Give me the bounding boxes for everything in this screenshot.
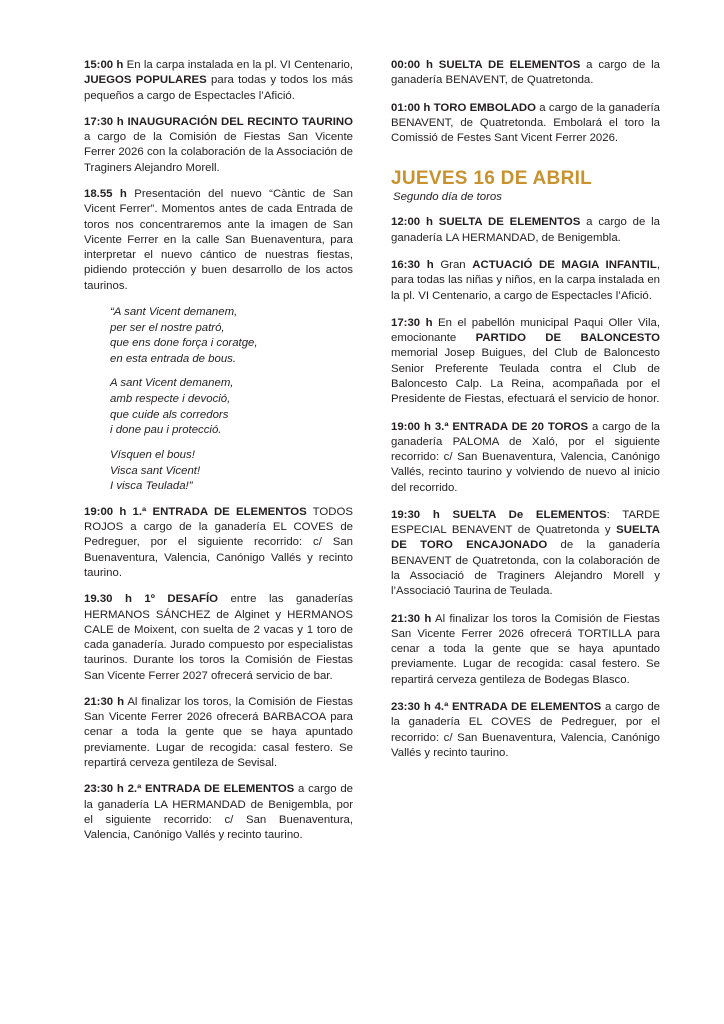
schedule-entry: [84, 782, 353, 843]
verse-line: “A sant Vicent demanem,: [110, 305, 238, 318]
verse-line: amb respecte i devoció,: [110, 393, 231, 406]
day-subheading: Segundo día de toros: [393, 191, 502, 204]
entry-highlight: SUELTA DE ELEMENTOS: [432, 216, 581, 229]
schedule-entry: [391, 58, 660, 89]
schedule-entry: [84, 115, 353, 176]
schedule-entry: [391, 612, 660, 688]
left-column: [84, 58, 353, 994]
entry-highlight: PARTIDO DE BALONCESTO: [475, 332, 660, 345]
verse-line: A sant Vicent demanem,: [110, 377, 234, 390]
entry-highlight: TORO EMBOLADO: [430, 101, 537, 114]
entry-highlight: SUELTA De ELEMENTOS: [439, 508, 607, 521]
entry-text-mid: : TARDE ESPECIAL BENAVENT de Quatretonda y: [391, 508, 660, 537]
entry-time: 21:30 h: [84, 695, 125, 708]
entry-text-before: Gran: [433, 258, 473, 271]
entry-time: 18.55 h: [84, 187, 127, 200]
entry-time: 16:30 h: [391, 258, 434, 271]
verse-line: per ser el nostre patró,: [110, 321, 225, 334]
schedule-entry: [84, 505, 353, 581]
schedule-entry: [391, 316, 660, 408]
cantic-verse: [110, 305, 353, 495]
entry-text: a cargo de la ganadería PALOMA de Xaló, por el siguiente recorrido: c/ San Buenaventura, Valencia, Canónigo Vallés, recinto taurino y volviendo de nuevo al inicio del recorrido.: [391, 420, 660, 494]
entry-text: a cargo de la ganadería LA HERMANDAD de Benigembla, por el siguiente recorrido: c/ San Buenaventura, Valencia, Canónigo Vallés y recinto taurino.: [84, 783, 353, 842]
entry-text: a cargo de la ganadería LA HERMANDAD, de Benigembla.: [391, 216, 660, 244]
verse-stanza: [110, 305, 353, 368]
verse-line: que cuide als corredors: [110, 408, 229, 421]
entry-time: 19:30 h: [391, 508, 440, 521]
entry-text: Al finalizar los toros la Comisión de Fiestas San Vicente Ferrer 2026 ofrecerá TORTILLA para cenar a toda la gente que se haya apuntado previamente. Lugar de recogida: casal festero. Se repartirá cerveza gentileza de Bodegas Blasco.: [391, 612, 660, 686]
entry-time: 17:30 h: [391, 316, 433, 329]
entry-time: 19:00 h: [84, 505, 127, 518]
two-column-layout: [84, 58, 680, 994]
entry-highlight: 3.ª ENTRADA DE 20 TOROS: [430, 420, 589, 433]
verse-line: i done pau i protecció.: [110, 424, 222, 437]
entry-time: 23:30 h: [84, 783, 124, 796]
day-heading: JUEVES 16 DE ABRIL: [391, 168, 593, 190]
schedule-entry: [391, 420, 660, 496]
schedule-entry: [84, 592, 353, 684]
verse-line: I visca Teulada!”: [110, 480, 193, 493]
entry-time: 00:00 h: [391, 59, 433, 71]
schedule-entry: [84, 58, 353, 104]
schedule-entry: [84, 695, 353, 771]
entry-highlight: ACTUACIÓ DE MAGIA INFANTIL: [472, 258, 657, 271]
schedule-entry: [391, 101, 660, 147]
entry-time: 21:30 h: [391, 612, 432, 625]
entry-time: 23:30 h: [391, 701, 431, 713]
schedule-entry: [391, 215, 660, 246]
entry-text-before: En la carpa instalada en la pl. VI Centenario,: [123, 59, 353, 71]
entry-text: a cargo de la ganadería EL COVES de Pedreguer, por el recorrido: c/ San Buenaventura, Valencia, Canónigo Vallés y recinto taurino.: [391, 701, 660, 759]
entry-text-before: En el pabellón municipal Paqui Oller Vila, emocionante: [391, 316, 660, 345]
verse-line: Vísquen el bous!: [110, 448, 195, 461]
verse-line: Visca sant Vicent!: [110, 464, 201, 477]
entry-highlight: SUELTA DE ELEMENTOS: [432, 59, 581, 71]
entry-text: de la ganadería BENAVENT de Quatretonda, con la colaboración de la Associació de Traginers Alejandro Morell y l’Associació Taurina de Teulada.: [391, 539, 660, 598]
entry-text: a cargo de la Comisión de Fiestas San Vicente Ferrer 2026 con la colaboración de la Associación de Traginers Alejandro Morell.: [84, 131, 353, 174]
entry-text: entre las ganaderías HERMANOS SÁNCHEZ de Alginet y HERMANOS CALE de Moixent, con suelta de 2 vacas y 1 toro de cada ganadería. Jurado compuesto por especialistas taurinos. Durante los toros la Comisión de Fiestas San Vicente Ferrer 2027 ofrecerá servicio de bar.: [84, 593, 353, 682]
entry-text: para todas y todos los más pequeños a cargo de Espectacles l’Afició.: [84, 74, 353, 102]
entry-highlight: INAUGURACIÓN DEL RECINTO TAURINO: [123, 115, 353, 128]
entry-highlight: 1.ª ENTRADA DE ELEMENTOS: [126, 505, 307, 518]
schedule-entry: [84, 187, 353, 294]
entry-time: 12:00 h: [391, 216, 433, 229]
entry-text: TODOS ROJOS a cargo de la ganadería EL COVES de Pedreguer, por el siguiente recorrido: c/ San Buenaventura, Valencia, Canónigo Vallés y recinto taurino.: [84, 505, 353, 579]
entry-highlight: 1º DESAFÍO: [131, 593, 219, 606]
verse-stanza: [110, 448, 353, 495]
entry-time: 19.30 h: [84, 593, 132, 606]
entry-highlight: 2.ª ENTRADA DE ELEMENTOS: [123, 783, 295, 796]
entry-text: Al finalizar los toros, la Comisión de Fiestas San Vicente Ferrer 2026 ofrecerá BARBACOA para cenar a toda la gente que se haya apuntado previamente. Lugar de recogida: casal festero. Se repartirá cerveza gentileza de Sevisal.: [84, 695, 353, 770]
entry-highlight: JUEGOS POPULARES: [84, 74, 207, 87]
schedule-entry: [391, 508, 660, 600]
entry-text: , para todas las niñas y niños, en la carpa instalada en la pl. VI Centenario, a cargo de Espectacles l’Afició.: [391, 258, 660, 302]
schedule-entry: [391, 700, 660, 761]
schedule-entry: [391, 258, 660, 304]
entry-highlight: 4.ª ENTRADA DE ELEMENTOS: [430, 701, 602, 713]
entry-time: 19:00 h: [391, 420, 431, 433]
entry-text: a cargo de la ganadería BENAVENT, de Quatretonda.: [391, 59, 660, 87]
right-column: [391, 58, 660, 994]
verse-stanza: [110, 376, 353, 439]
entry-time: 01:00 h: [391, 101, 431, 114]
entry-text: Presentación del nuevo “Càntic de San Vicent Ferrer”. Momentos antes de cada Entrada de toros nos concentraremos ante la imagen de San Vicente Ferrer en la calle San Buenaventura, para interpretar el nuevo cántico de nuestras fiestas, pidiendo protección y buen desarrollo de los actos taurinos.: [84, 187, 353, 292]
entry-text: memorial Josep Buigues, del Club de Baloncesto Senior Preferente Teulada contra el Club de Baloncesto Calp. La Reina, acompañada por el Presidente de Fiestas, efectuará el servicio de honor.: [391, 347, 660, 406]
entry-time: 15:00 h: [84, 59, 124, 71]
entry-highlight-2: SUELTA DE TORO ENCAJONADO: [391, 524, 660, 552]
verse-line: que ens done força i coratge,: [110, 337, 258, 350]
entry-time: 17:30 h: [84, 115, 124, 128]
entry-text: a cargo de la ganadería BENAVENT, de Quatretonda. Embolará el toro la Comissió de Festes Sant Vicent Ferrer 2026.: [391, 101, 660, 145]
verse-line: en esta entrada de bous.: [110, 352, 237, 365]
